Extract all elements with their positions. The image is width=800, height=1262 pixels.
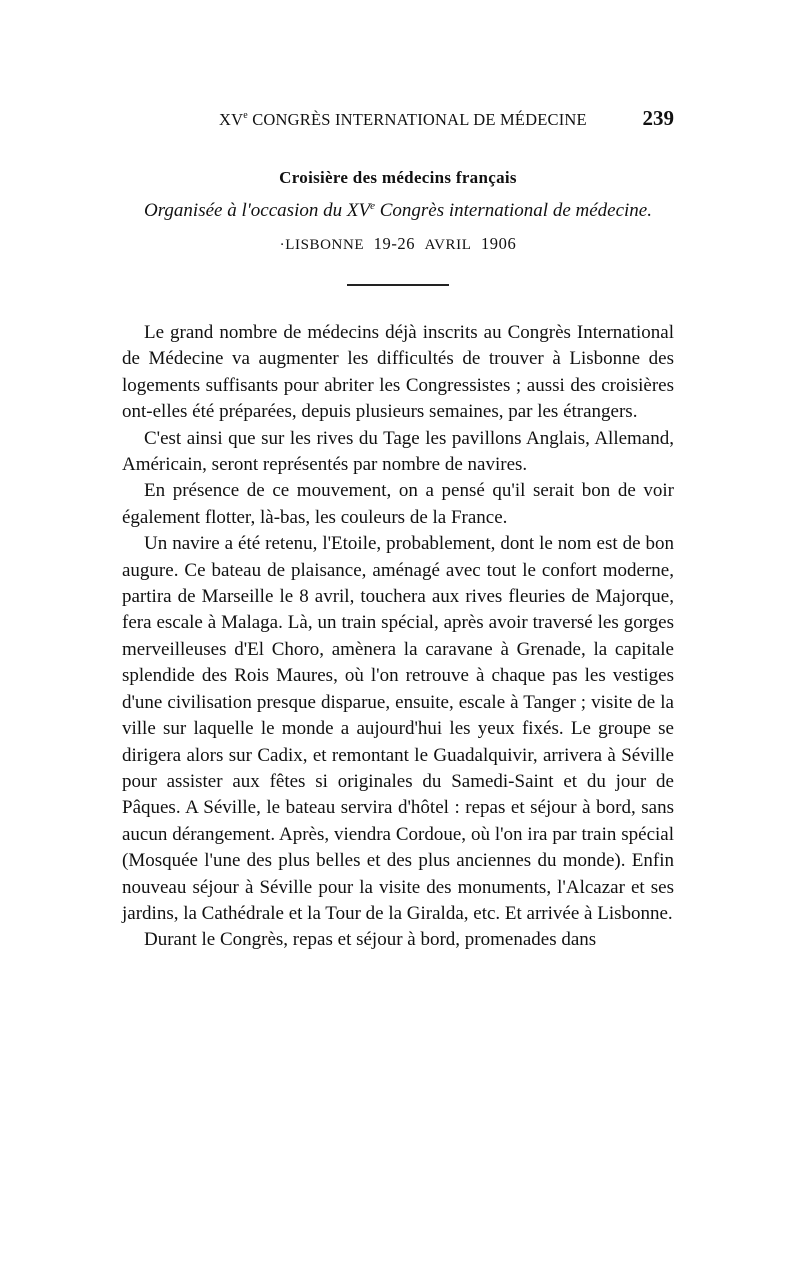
subtitle-before: Organisée à l'occasion du XV xyxy=(144,200,371,221)
subtitle-after: Congrès international de médecine. xyxy=(374,200,652,221)
paragraph-5: Durant le Congrès, repas et séjour à bord, promenades dans xyxy=(144,929,597,951)
header-title-rest: CONGRÈS INTERNATIONAL DE MÉDECINE xyxy=(247,110,587,129)
dateline-dates: 19-26 xyxy=(373,234,416,253)
dateline-year: 1906 xyxy=(480,234,517,253)
paragraph-4: Un navire a été retenu, l'Etoile, probablement, dont le nom est de bon augure. Ce bateau de plaisance, aménagé avec tout le confort moderne, partira de Marseille le 8 avril, touchera aux rives fleuries de Majorque, fera escale à Malaga. Là, un train spécial, après avoir traversé les gorges merveilleuses d'El Choro, amènera la caravane à Grenade, la capitale splendide des Rois Maures, où l'on retrouve à chaque pas les vestiges d'une civilisation presque disparue, ensuite, escale à Tanger ; visite de la ville sur laquelle le monde a aujourd'hui les yeux fixés. Le groupe se dirigera alors sur Cadix, et remontant le Guadalquivir, arrivera à Séville pour assister aux fêtes si originales du Samedi-Saint et du jour de Pâques. A Séville, le bateau servira d'hôtel : repas et séjour à bord, sans aucun dérangement. Après, viendra Cordoue, où l'on ira par train spécial (Mosquée l'une des plus belles et des plus anciennes du monde). Enfin nouveau séjour à Séville pour la visite des monuments, l'Alcazar et ses jardins, la Cathédrale et la Tour de la Giralda, etc. Et arrivée à Lisbonne. xyxy=(122,533,674,924)
section-divider xyxy=(347,284,449,286)
paragraph-3: En présence de ce mouvement, on a pensé qu'il serait bon de voir également flotter, là-bas, les couleurs de la France. xyxy=(122,480,674,528)
body-text xyxy=(122,320,674,954)
document-page xyxy=(122,106,674,954)
header-title-prefix: XV xyxy=(219,110,244,129)
header-title xyxy=(219,110,587,130)
article-subtitle xyxy=(122,200,674,222)
paragraph-1: Le grand nombre de médecins déjà inscrits au Congrès International de Médecine va augmenter les difficultés de trouver à Lisbonne des logements suffisants pour abriter les Congressistes ; aussi des croisières ont-elles été préparées, depuis plusieurs semaines, par les étrangers. xyxy=(122,322,674,423)
dateline-month: AVRIL xyxy=(424,237,472,253)
dateline-city: ·LISBONNE xyxy=(279,237,365,253)
subtitle-sup: e xyxy=(370,200,375,212)
header-title-sup: e xyxy=(243,110,248,121)
article-title: Croisière des médecins français xyxy=(279,168,517,187)
running-header xyxy=(122,106,674,144)
page-number: 239 xyxy=(642,106,674,130)
paragraph-2: C'est ainsi que sur les rives du Tage les pavillons Anglais, Allemand, Américain, seront représentés par nombre de navires. xyxy=(122,427,674,476)
dateline xyxy=(122,234,674,254)
